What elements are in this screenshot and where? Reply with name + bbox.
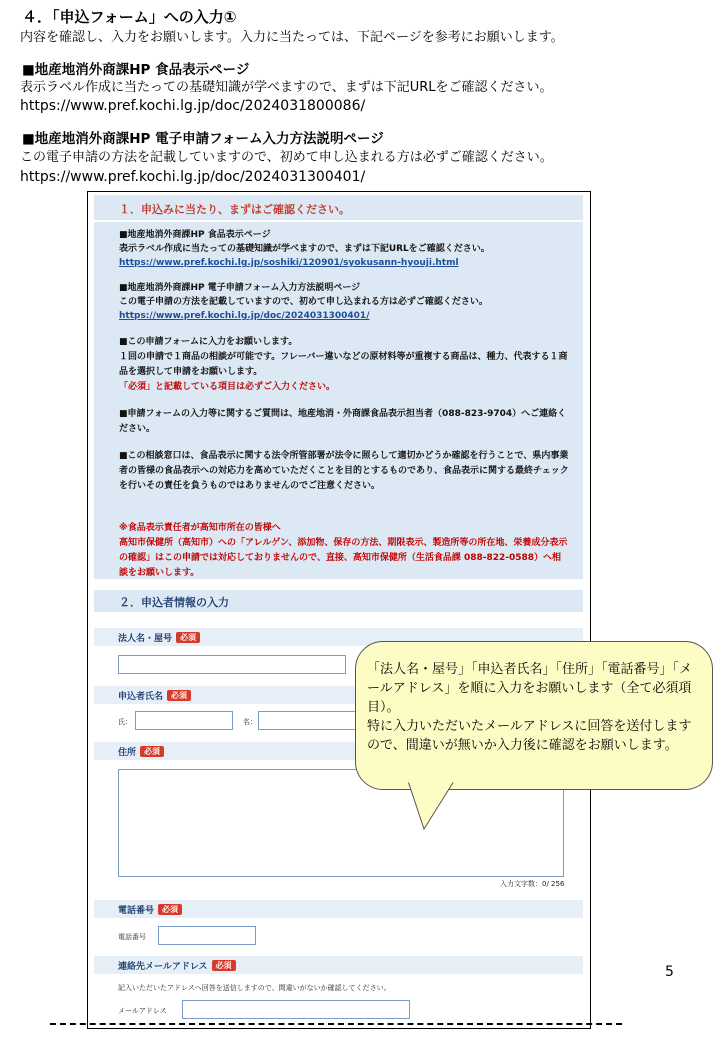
notice-b3-required: 「必須」と記載している項目は必ずご入力ください。 — [119, 382, 336, 392]
email-input[interactable] — [182, 1000, 410, 1019]
page-number: 5 — [665, 964, 674, 980]
notice-b3-title: ■この申請フォームに入力をお願いします。 — [119, 337, 298, 347]
phone-field-label: 電話番号 — [118, 933, 146, 941]
email-label-bar — [94, 956, 583, 974]
step2-bar — [94, 590, 583, 612]
notice-b2-link[interactable]: https://www.pref.kochi.lg.jp/doc/2024031300401/ — [119, 311, 370, 321]
step1-heading: １．申込みに当たり、まずはご確認ください。 — [119, 203, 350, 216]
required-badge: 必須 — [140, 746, 164, 757]
ref2-title: ■地産地消外商課HP 電子申請フォーム入力方法説明ページ — [22, 131, 384, 147]
corp-name-input[interactable] — [118, 655, 346, 674]
phone-input[interactable] — [158, 926, 256, 945]
given-name-input[interactable] — [258, 711, 356, 730]
required-badge: 必須 — [167, 690, 191, 701]
required-badge: 必須 — [158, 904, 182, 915]
required-badge: 必須 — [176, 632, 200, 643]
given-name-label: 名： — [243, 718, 257, 726]
address-label: 住所 必須 — [118, 745, 164, 758]
ref2-url[interactable]: https://www.pref.kochi.lg.jp/doc/2024031300401/ — [20, 169, 366, 185]
ref1-url[interactable]: https://www.pref.kochi.lg.jp/doc/2024031800086/ — [20, 98, 366, 114]
page-footer-divider — [50, 1023, 622, 1025]
email-field-label: メールアドレス — [118, 1007, 167, 1015]
surname-input[interactable] — [135, 711, 233, 730]
phone-section-label: 電話番号 必須 — [118, 903, 182, 916]
ref2-desc: この電子申請の方法を記載していますので、初めて申し込まれる方は必ずご確認ください。 — [20, 150, 553, 165]
applicant-label: 申込者氏名 必須 — [118, 689, 191, 702]
notice-b5: ■この相談窓口は、食品表示に関する法令所管部署が法令に照らして適切かどうか確認を行うことで、県内事業者の皆様の食品表示への対応力を高めていただくことを目的とするものであり、食品表示に関する最終チェックを行いその責任を負うものではありませんのでご注意ください。 — [119, 451, 569, 491]
corp-label: 法人名・屋号 必須 — [118, 631, 200, 644]
callout-tail — [398, 781, 468, 831]
notice-b1-link[interactable]: https://www.pref.kochi.lg.jp/soshiki/120901/syokusann-hyouji.html — [119, 258, 459, 268]
email-note: 記入いただいたアドレスへ回答を送信しますので、間違いがないか確認してください。 — [118, 984, 391, 992]
notice-b4: ■申請フォームの入力等に関するご質問は、地産地消・外商課食品表示担当者（088-823-9704）へご連絡ください。 — [119, 409, 567, 434]
email-section-label: 連絡先メールアドレス 必須 — [118, 959, 236, 972]
notice-b2-title: ■地産地消外商課HP 電子申請フォーム入力方法説明ページ — [119, 283, 361, 293]
char-counter: 入力文字数：0/ 256 — [500, 880, 565, 888]
intro-text: 内容を確認し、入力をお願いします。入力に当たっては、下記ページを参考にお願いします。 — [20, 30, 564, 45]
ref1-title: ■地産地消外商課HP 食品表示ページ — [22, 62, 250, 78]
notice-b2-desc: この電子申請の方法を記載していますので、初めて申し込まれる方は必ずご確認ください。 — [119, 297, 488, 307]
callout-text: 「法人名・屋号」「申込者氏名」「住所」「電話番号」「メールアドレス」を順に入力をお願いします（全て必須項目）。 特に入力いただいたメールアドレスに回答を送付しますので、間違いが無いか入力後に確認をお願いします。 — [367, 662, 693, 753]
divider — [94, 220, 583, 222]
surname-label: 氏： — [118, 718, 132, 726]
notice-b1-title: ■地産地消外商課HP 食品表示ページ — [119, 230, 271, 240]
required-badge: 必須 — [212, 960, 236, 971]
phone-label-bar — [94, 900, 583, 918]
page-heading: ４．「申込フォーム」への入力① — [22, 8, 237, 26]
notice-panel — [94, 195, 583, 579]
form-screenshot — [87, 191, 591, 1029]
ref1-desc: 表示ラベル作成に当たっての基礎知識が学べますので、まずは下記URLをご確認ください。 — [20, 80, 553, 95]
notice-b1-desc: 表示ラベル作成に当たっての基礎知識が学べますので、まずは下記URLをご確認ください。 — [119, 244, 490, 254]
notice-b6: ※食品表示責任者が高知市所在の皆様へ 高知市保健所（高知市）への「アレルゲン、添加物、保存の方法、期限表示、製造所等の所在地、栄養成分表示の確認」はこの申請では対応しておりませんので、直接、高知市保健所（生活食品課 088-822-0588）へ相談をお願いします。 — [119, 523, 568, 578]
step2-heading: ２．申込者情報の入力 — [119, 596, 229, 609]
notice-b3-body: １回の申請で１商品の相談が可能です。フレーバー違いなどの原材料等が重複する商品は、種力、代表する１商品を選択して申請をお願いします。 — [119, 352, 568, 377]
